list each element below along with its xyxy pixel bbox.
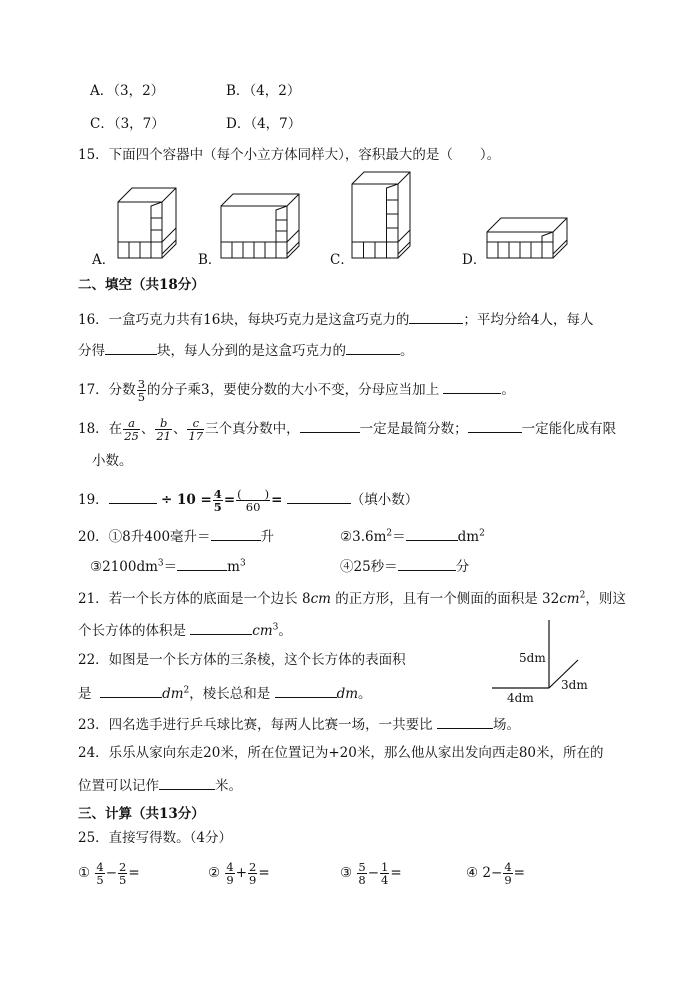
q17-line (78, 378, 515, 403)
q19-blank-fraction (236, 488, 270, 513)
q21-area-unit: cm (559, 591, 580, 607)
q21-line-2-text: 个长方体的体积是 (78, 623, 186, 639)
q17-text-c: 。 (501, 382, 515, 398)
q21-volume-exp: 3 (272, 622, 279, 633)
q20-part-2-unit-exp: 2 (479, 528, 485, 539)
q21-text-e: ，则这 (585, 591, 626, 607)
q16-text-a: 16．一盒巧克力共有16块，每块巧克力是这盒巧克力的 (78, 312, 410, 328)
q22-length-label: 4dm (507, 691, 534, 705)
q16-text-d: 块，每人分到的是这盒巧克力的 (157, 343, 346, 359)
q18-fraction-b (155, 417, 172, 442)
container-c-figure (352, 172, 422, 267)
q15-option-c-label: C． (330, 252, 354, 268)
q25-item-4-operator: − (491, 865, 503, 881)
q14-option-c: C．（3，7） (90, 116, 165, 132)
q24-line-2 (78, 775, 242, 795)
q25-item-1-label: ① (78, 865, 91, 881)
q21-area-exp: 2 (579, 590, 586, 601)
q16-line-2 (78, 340, 414, 360)
q23-blank[interactable] (437, 714, 493, 729)
q25-item-2-fraction-2 (248, 861, 257, 886)
q25-item-3-fraction-1 (357, 861, 366, 886)
q18-blank-1[interactable] (300, 418, 360, 433)
q25-item-1-den-1: 5 (96, 873, 104, 887)
q19-text-a: 19． (78, 492, 109, 508)
q18-fraction-b-numerator: b (159, 416, 168, 430)
q22-text-b: 是 (78, 686, 92, 702)
q25-question: 25．直接写得数。（4分） (78, 830, 233, 846)
q25-item-4-fraction (503, 861, 512, 886)
q25-item-1-equals: = (128, 865, 140, 881)
q16-line-1 (78, 309, 593, 329)
q25-item-3-equals: = (390, 865, 402, 881)
q22-blank-2[interactable] (275, 683, 337, 698)
q20-part-2-exp: 2 (386, 528, 393, 539)
q20-part-1-unit: 升 (260, 529, 275, 545)
q20-part-2-eq: ＝ (392, 529, 406, 545)
q20-part-3 (90, 556, 246, 576)
q16-blank-2[interactable] (105, 340, 157, 355)
q25-item-4 (466, 858, 525, 888)
q19-divide-ten: ÷ 10 = (160, 492, 212, 508)
q20-part-2 (340, 526, 485, 546)
q15-option-d-label: D． (462, 252, 487, 268)
q24-text-b: 位置可以记作 (78, 778, 159, 794)
q14-option-d: D．（4，7） (226, 116, 302, 132)
q17-fraction (137, 378, 146, 403)
q22-text-c: ，棱长总和是 (189, 686, 271, 702)
q25-item-1-den-2: 5 (119, 873, 127, 887)
q16-text-b: ；平均分给4人，每人 (463, 312, 594, 328)
q18-text-d: 一定能化成有限 (521, 421, 617, 437)
q22-blank-1[interactable] (100, 683, 162, 698)
q25-item-4-equals: = (513, 865, 525, 881)
q20-part-3-unit: m (227, 559, 240, 575)
q20-part-3-text: ③2100dm (90, 559, 158, 575)
q18-fraction-a-numerator: a (128, 416, 135, 430)
q25-item-1-num-2: 2 (119, 860, 127, 874)
q21-text-c: 的正方形，且有一个侧面的面积是 (335, 591, 538, 607)
q14-option-b: B．（4，2） (226, 83, 301, 99)
q25-item-1-fraction-1 (95, 861, 104, 886)
q22-area-unit: dm (162, 686, 184, 702)
q25-item-2-operator: + (235, 865, 248, 881)
q25-item-1-num-1: 4 (96, 860, 104, 874)
q19-line (78, 488, 418, 513)
q20-part-4-text: ④25秒＝ (340, 559, 398, 575)
section-3-heading: 三、计算（共13分） (78, 806, 205, 822)
q19-fraction-denominator: 5 (213, 500, 222, 514)
q19-fraction-numerator: 4 (213, 487, 222, 501)
q21-volume-unit: cm (252, 623, 273, 639)
q25-item-1 (78, 858, 140, 888)
q18-fraction-a (123, 417, 140, 442)
q25-item-2-fraction-1 (225, 861, 234, 886)
q21-line-2 (78, 620, 292, 640)
q17-blank[interactable] (443, 379, 501, 394)
q25-item-3-label: ③ (340, 865, 353, 881)
container-d-figure (487, 218, 577, 268)
q25-item-4-num: 4 (504, 860, 512, 874)
q25-item-4-label: ④ (466, 865, 479, 881)
q20-blank-4[interactable] (398, 556, 456, 571)
q22-length-unit: dm (336, 686, 359, 702)
q20-part-2-unit: dm (457, 529, 480, 545)
q25-item-2-num-2: 2 (249, 860, 257, 874)
q19-blank-numerator[interactable]: ( ) (237, 487, 270, 501)
q25-item-2 (208, 858, 270, 888)
q21-side-unit: cm (310, 591, 331, 607)
q17-fraction-numerator: 3 (137, 377, 146, 391)
q18-fraction-c (187, 417, 204, 442)
q25-item-3-den-1: 8 (358, 873, 366, 887)
q23-text-b: 场。 (492, 717, 520, 733)
q25-item-2-num-1: 4 (226, 860, 234, 874)
q15-option-b-label: B． (198, 252, 222, 268)
q18-separator-2: 、 (172, 421, 187, 437)
q22-width-label: 3dm (561, 678, 588, 692)
q24-text-c: 米。 (215, 778, 242, 794)
q16-blank-1[interactable] (409, 309, 463, 324)
q18-text-b: 三个真分数中， (205, 421, 300, 437)
q16-text-c: 分得 (78, 343, 105, 359)
q24-blank[interactable] (159, 775, 215, 790)
q25-item-3-operator: − (367, 865, 380, 881)
q17-text-a: 17．分数 (78, 382, 136, 398)
q18-text-c: 一定是最简分数； (359, 421, 468, 437)
q18-text-a: 18．在 (78, 421, 123, 437)
q18-separator-1: 、 (140, 421, 155, 437)
q25-item-3 (340, 858, 402, 888)
q21-side: 8 (301, 591, 311, 607)
q20-part-4 (340, 556, 469, 576)
q25-item-1-fraction-2 (118, 861, 127, 886)
q25-item-2-den-2: 9 (249, 873, 257, 887)
q25-item-3-den-2: 4 (381, 873, 389, 887)
q18-fraction-c-numerator: c (192, 416, 200, 430)
q25-item-3-num-1: 5 (358, 860, 366, 874)
q23-line (78, 714, 520, 734)
q19-fraction (213, 488, 223, 513)
q22-height-label: 5dm (519, 651, 546, 665)
q20-part-1 (78, 526, 274, 546)
q19-equals-1: = (223, 492, 236, 508)
q18-blank-2[interactable] (468, 418, 522, 433)
q25-item-2-den-1: 9 (226, 873, 234, 887)
q19-hint: （填小数） (350, 492, 419, 508)
q24-line-1: 24．乐乐从家向东走20米，所在位置记为+20米，那么他从家出发向西走80米，所在的 (78, 745, 604, 761)
q22-line-1: 22．如图是一个长方体的三条棱，这个长方体的表面积 (78, 652, 406, 668)
q20-blank-3[interactable] (177, 556, 227, 571)
q21-end: 。 (278, 623, 292, 639)
q20-part-1-text: 20．①8升400毫升＝ (78, 529, 211, 545)
q25-item-4-whole: 2 (482, 865, 491, 881)
q17-text-b: 的分子乘3，要使分数的大小不变，分母应当加上 (147, 382, 440, 398)
q22-end: 。 (358, 686, 372, 702)
q22-area-exp: 2 (183, 685, 190, 696)
q20-part-4-unit: 分 (455, 559, 470, 575)
q15-question: 15．下面四个容器中（每个小立方体同样大），容积最大的是（ ）。 (78, 147, 501, 163)
section-2-heading: 二、填空（共18分） (78, 277, 205, 293)
q16-text-e: 。 (400, 343, 414, 359)
q25-item-2-equals: = (258, 865, 270, 881)
q19-blank-2[interactable] (287, 489, 351, 504)
q20-blank-1[interactable] (211, 526, 261, 541)
q17-fraction-denominator: 5 (137, 390, 146, 404)
q19-equals-2: = (271, 492, 283, 508)
q21-area: 32 (542, 591, 560, 607)
q21-blank[interactable] (190, 620, 252, 635)
q23-text-a: 23．四名选手进行乒乓球比赛，每两人比赛一场，一共要比 (78, 717, 433, 733)
q25-item-3-num-2: 1 (381, 860, 389, 874)
q25-item-1-operator: − (105, 865, 118, 881)
container-a-figure (118, 188, 188, 268)
q18-line-2: 小数。 (92, 453, 133, 469)
q15-option-a-label: A． (92, 252, 116, 268)
q22-line-2 (78, 683, 372, 703)
q19-blank-1[interactable] (109, 489, 157, 504)
q16-blank-3[interactable] (346, 340, 400, 355)
q20-part-3-exp: 3 (157, 558, 164, 569)
q21-text-a: 21．若一个长方体的底面是一个边长 (78, 591, 298, 607)
q25-item-3-fraction-2 (380, 861, 389, 886)
q18-fraction-a-denominator: 25 (124, 429, 139, 443)
q20-part-3-eq: ＝ (163, 559, 178, 575)
q25-item-4-den: 9 (504, 873, 512, 887)
q20-part-2-text: ②3.6m (340, 529, 387, 545)
q18-fraction-c-denominator: 17 (188, 429, 204, 443)
q20-blank-2[interactable] (406, 526, 458, 541)
q14-option-a: A．（3，2） (90, 83, 165, 99)
q18-fraction-b-denominator: 21 (156, 429, 171, 443)
q19-blank-denominator: 60 (236, 500, 270, 513)
q25-item-2-label: ② (208, 865, 221, 881)
q21-line-1 (78, 590, 626, 608)
q20-part-3-unit-exp: 3 (239, 558, 246, 569)
q18-line-1 (78, 417, 616, 442)
container-b-figure (221, 194, 311, 264)
